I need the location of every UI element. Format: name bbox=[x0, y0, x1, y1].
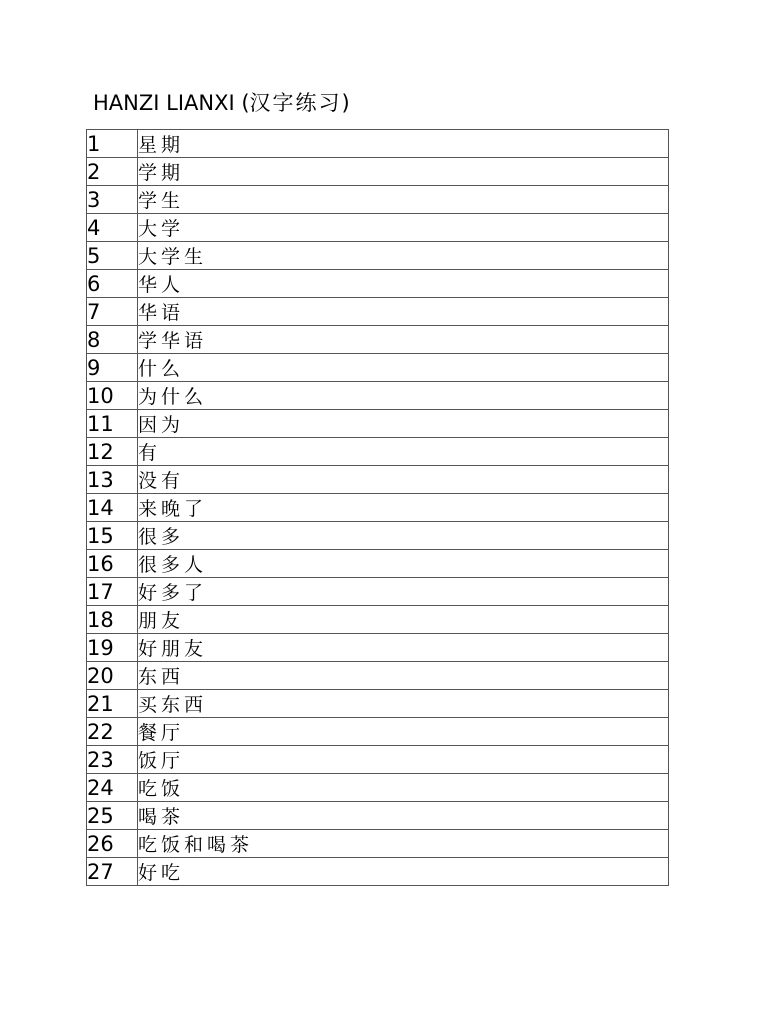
table-row bbox=[87, 774, 669, 802]
table-row bbox=[87, 270, 669, 298]
hanzi-word: 吃饭 bbox=[138, 774, 669, 802]
row-number: 20 bbox=[87, 662, 138, 690]
hanzi-word: 华人 bbox=[138, 270, 669, 298]
hanzi-word: 来晚了 bbox=[138, 494, 669, 522]
word-table-body bbox=[87, 130, 669, 886]
row-number: 8 bbox=[87, 326, 138, 354]
title-latin: HANZI LIANXI bbox=[93, 91, 242, 115]
hanzi-word: 学生 bbox=[138, 186, 669, 214]
row-number: 21 bbox=[87, 690, 138, 718]
row-number: 11 bbox=[87, 410, 138, 438]
hanzi-word: 学期 bbox=[138, 158, 669, 186]
row-number: 19 bbox=[87, 634, 138, 662]
table-row bbox=[87, 550, 669, 578]
row-number: 24 bbox=[87, 774, 138, 802]
hanzi-word: 买东西 bbox=[138, 690, 669, 718]
hanzi-word: 因为 bbox=[138, 410, 669, 438]
table-row bbox=[87, 606, 669, 634]
table-row bbox=[87, 690, 669, 718]
hanzi-word: 吃饭和喝茶 bbox=[138, 830, 669, 858]
table-row bbox=[87, 522, 669, 550]
hanzi-word: 饭厅 bbox=[138, 746, 669, 774]
table-row bbox=[87, 298, 669, 326]
hanzi-word: 有 bbox=[138, 438, 669, 466]
hanzi-word: 很多 bbox=[138, 522, 669, 550]
page-title bbox=[93, 88, 350, 118]
row-number: 23 bbox=[87, 746, 138, 774]
row-number: 4 bbox=[87, 214, 138, 242]
word-table bbox=[86, 129, 669, 886]
table-row bbox=[87, 466, 669, 494]
row-number: 13 bbox=[87, 466, 138, 494]
row-number: 3 bbox=[87, 186, 138, 214]
table-row bbox=[87, 242, 669, 270]
hanzi-word: 星期 bbox=[138, 130, 669, 158]
hanzi-word: 没有 bbox=[138, 466, 669, 494]
title-hanzi: 汉字练习 bbox=[249, 91, 342, 115]
row-number: 16 bbox=[87, 550, 138, 578]
table-row bbox=[87, 830, 669, 858]
hanzi-word: 好多了 bbox=[138, 578, 669, 606]
row-number: 5 bbox=[87, 242, 138, 270]
row-number: 2 bbox=[87, 158, 138, 186]
row-number: 17 bbox=[87, 578, 138, 606]
hanzi-word: 学华语 bbox=[138, 326, 669, 354]
hanzi-word: 东西 bbox=[138, 662, 669, 690]
table-row bbox=[87, 858, 669, 886]
table-row bbox=[87, 214, 669, 242]
table-row bbox=[87, 158, 669, 186]
hanzi-word: 大学生 bbox=[138, 242, 669, 270]
table-row bbox=[87, 802, 669, 830]
title-close-paren: ) bbox=[341, 91, 350, 115]
row-number: 7 bbox=[87, 298, 138, 326]
row-number: 9 bbox=[87, 354, 138, 382]
row-number: 26 bbox=[87, 830, 138, 858]
table-row bbox=[87, 438, 669, 466]
table-row bbox=[87, 662, 669, 690]
row-number: 25 bbox=[87, 802, 138, 830]
hanzi-word: 什么 bbox=[138, 354, 669, 382]
table-row bbox=[87, 578, 669, 606]
row-number: 12 bbox=[87, 438, 138, 466]
table-row bbox=[87, 746, 669, 774]
row-number: 27 bbox=[87, 858, 138, 886]
table-row bbox=[87, 354, 669, 382]
hanzi-word: 好朋友 bbox=[138, 634, 669, 662]
hanzi-word: 很多人 bbox=[138, 550, 669, 578]
row-number: 1 bbox=[87, 130, 138, 158]
title-open-paren: ( bbox=[241, 91, 250, 115]
hanzi-word: 餐厅 bbox=[138, 718, 669, 746]
hanzi-word: 好吃 bbox=[138, 858, 669, 886]
row-number: 18 bbox=[87, 606, 138, 634]
table-row bbox=[87, 382, 669, 410]
hanzi-word: 华语 bbox=[138, 298, 669, 326]
hanzi-word: 大学 bbox=[138, 214, 669, 242]
row-number: 14 bbox=[87, 494, 138, 522]
table-row bbox=[87, 326, 669, 354]
row-number: 15 bbox=[87, 522, 138, 550]
hanzi-word: 朋友 bbox=[138, 606, 669, 634]
row-number: 6 bbox=[87, 270, 138, 298]
table-row bbox=[87, 186, 669, 214]
row-number: 22 bbox=[87, 718, 138, 746]
row-number: 10 bbox=[87, 382, 138, 410]
table-row bbox=[87, 130, 669, 158]
table-row bbox=[87, 634, 669, 662]
table-row bbox=[87, 494, 669, 522]
table-row bbox=[87, 410, 669, 438]
hanzi-word: 喝茶 bbox=[138, 802, 669, 830]
hanzi-word: 为什么 bbox=[138, 382, 669, 410]
table-row bbox=[87, 718, 669, 746]
